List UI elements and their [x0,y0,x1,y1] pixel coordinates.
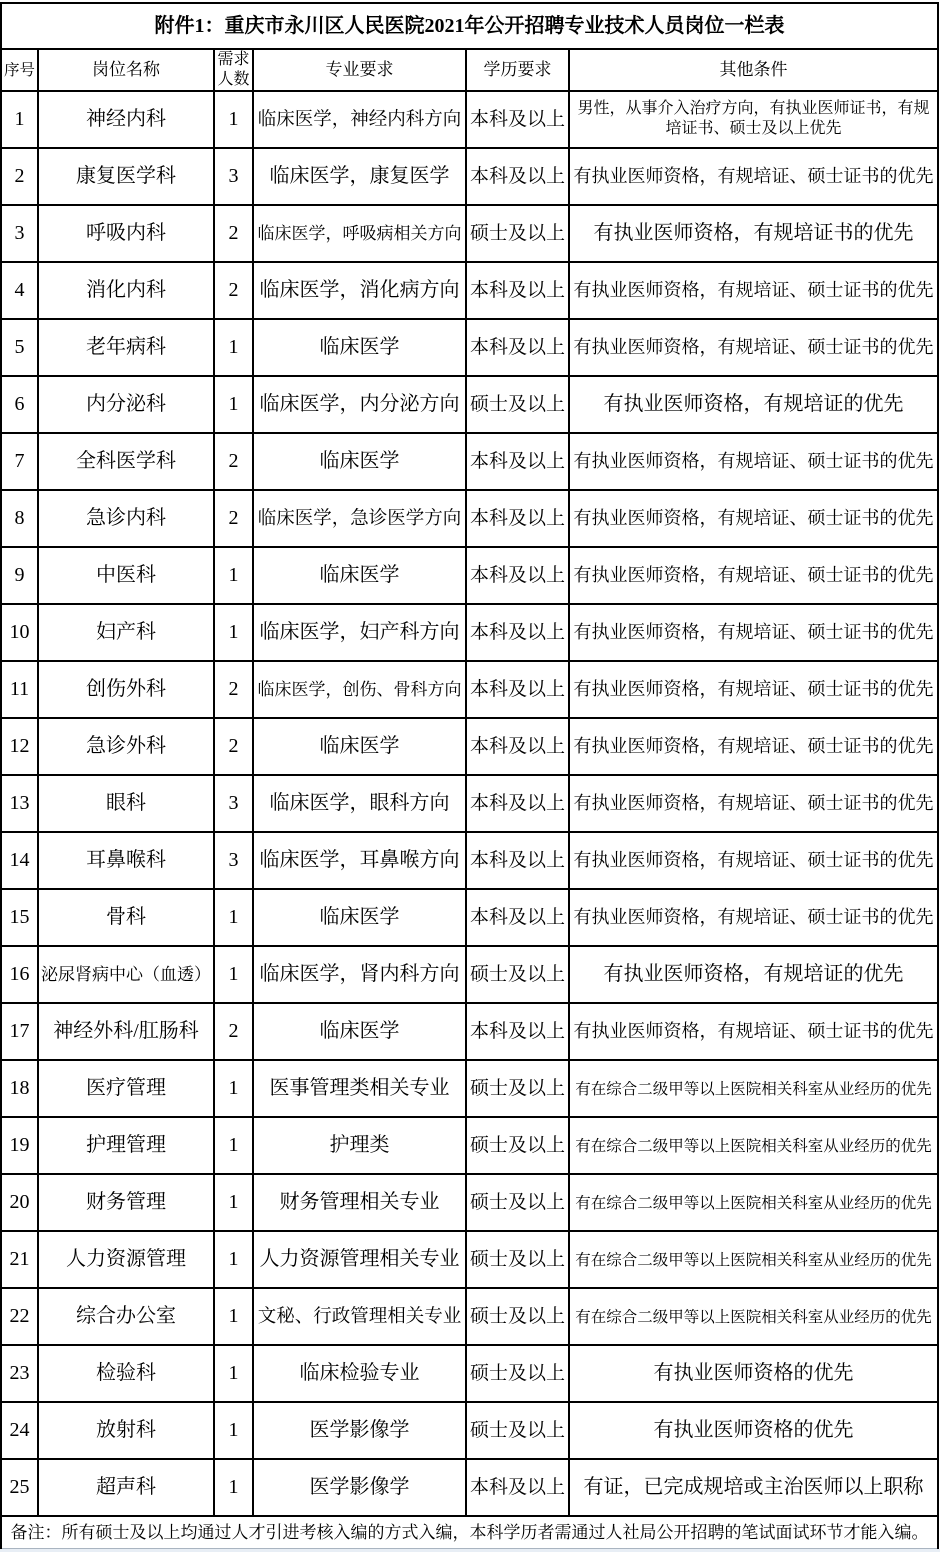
cell-count: 3 [214,832,253,889]
cell-degree: 本科及以上 [466,661,569,718]
cell-position-name: 护理管理 [38,1117,214,1174]
cell-count: 2 [214,205,253,262]
cell-degree: 硕士及以上 [466,1231,569,1288]
cell-no: 4 [1,262,38,319]
cell-other: 有执业医师资格，有规培证、硕士证书的优先 [569,547,938,604]
cell-major: 临床医学 [253,547,466,604]
cell-major: 临床医学，神经内科方向 [253,91,466,148]
cell-position-name: 康复医学科 [38,148,214,205]
table-row [1,376,938,433]
cell-no: 13 [1,775,38,832]
cell-no: 6 [1,376,38,433]
table-row [1,1402,938,1459]
cell-degree: 本科及以上 [466,433,569,490]
cell-major: 临床医学，呼吸病相关方向 [253,205,466,262]
table-row [1,91,938,148]
cell-position-name: 呼吸内科 [38,205,214,262]
cell-no: 15 [1,889,38,946]
cell-count: 1 [214,1345,253,1402]
table-row [1,1459,938,1516]
bottom-strip [0,1549,940,1552]
cell-major: 临床医学 [253,1003,466,1060]
cell-major: 临床检验专业 [253,1345,466,1402]
cell-count: 2 [214,718,253,775]
note-row [1,1516,938,1548]
cell-major: 临床医学，消化病方向 [253,262,466,319]
cell-no: 21 [1,1231,38,1288]
cell-major: 文秘、行政管理相关专业 [253,1288,466,1345]
table-row [1,718,938,775]
cell-position-name: 神经内科 [38,91,214,148]
cell-count: 1 [214,1402,253,1459]
note-text: 备注：所有硕士及以上均通过人才引进考核入编的方式入编，本科学历者需通过人社局公开招聘的笔试面试环节才能入编。 [10,1522,929,1542]
table-row [1,661,938,718]
cell-other: 有在综合二级甲等以上医院相关科室从业经历的优先 [569,1231,938,1288]
cell-no: 19 [1,1117,38,1174]
positions-table [0,2,939,1549]
cell-no: 22 [1,1288,38,1345]
cell-position-name: 全科医学科 [38,433,214,490]
cell-count: 1 [214,91,253,148]
cell-count: 1 [214,889,253,946]
cell-no: 10 [1,604,38,661]
table-row [1,433,938,490]
cell-no: 16 [1,946,38,1003]
table-row [1,1060,938,1117]
cell-other: 有执业医师资格，有规培证、硕士证书的优先 [569,718,938,775]
column-header-major: 专业要求 [253,49,466,91]
cell-major: 临床医学，肾内科方向 [253,946,466,1003]
cell-position-name: 消化内科 [38,262,214,319]
cell-major: 医事管理类相关专业 [253,1060,466,1117]
cell-other: 有执业医师资格，有规培证、硕士证书的优先 [569,319,938,376]
cell-other: 男性，从事介入治疗方向，有执业医师证书，有规培证书、硕士及以上优先 [569,91,938,148]
cell-count: 1 [214,1288,253,1345]
cell-count: 1 [214,1459,253,1516]
cell-degree: 本科及以上 [466,1459,569,1516]
table-row [1,1231,938,1288]
cell-position-name: 中医科 [38,547,214,604]
cell-no: 5 [1,319,38,376]
column-header-no: 序号 [1,49,38,91]
cell-count: 1 [214,1174,253,1231]
cell-no: 8 [1,490,38,547]
cell-position-name: 创伤外科 [38,661,214,718]
cell-count: 2 [214,1003,253,1060]
table-row [1,1288,938,1345]
cell-position-name: 急诊外科 [38,718,214,775]
cell-other: 有执业医师资格，有规培证书的优先 [569,205,938,262]
cell-major: 财务管理相关专业 [253,1174,466,1231]
title-row [1,3,938,49]
cell-no: 25 [1,1459,38,1516]
cell-position-name: 妇产科 [38,604,214,661]
cell-degree: 本科及以上 [466,262,569,319]
cell-major: 人力资源管理相关专业 [253,1231,466,1288]
cell-other: 有执业医师资格，有规培证、硕士证书的优先 [569,490,938,547]
cell-count: 3 [214,775,253,832]
cell-other: 有执业医师资格，有规培证、硕士证书的优先 [569,262,938,319]
cell-position-name: 放射科 [38,1402,214,1459]
cell-major: 临床医学，内分泌方向 [253,376,466,433]
cell-no: 3 [1,205,38,262]
note-cell [1,1516,938,1548]
cell-degree: 硕士及以上 [466,1060,569,1117]
cell-other: 有执业医师资格，有规培证、硕士证书的优先 [569,775,938,832]
cell-position-name: 医疗管理 [38,1060,214,1117]
column-header-other: 其他条件 [569,49,938,91]
table-row [1,1003,938,1060]
cell-major: 临床医学 [253,319,466,376]
cell-no: 2 [1,148,38,205]
column-header-count: 需求人数 [214,49,253,91]
table-row [1,1117,938,1174]
cell-degree: 本科及以上 [466,604,569,661]
cell-no: 9 [1,547,38,604]
cell-position-name: 眼科 [38,775,214,832]
cell-major: 临床医学，耳鼻喉方向 [253,832,466,889]
table-body [1,91,938,1516]
cell-other: 有执业医师资格的优先 [569,1402,938,1459]
table-row [1,1345,938,1402]
cell-no: 18 [1,1060,38,1117]
cell-degree: 硕士及以上 [466,205,569,262]
cell-count: 2 [214,433,253,490]
cell-other: 有在综合二级甲等以上医院相关科室从业经历的优先 [569,1174,938,1231]
cell-other: 有执业医师资格，有规培证、硕士证书的优先 [569,832,938,889]
cell-position-name: 老年病科 [38,319,214,376]
cell-major: 临床医学 [253,718,466,775]
table-row [1,604,938,661]
cell-count: 1 [214,946,253,1003]
cell-major: 临床医学，眼科方向 [253,775,466,832]
cell-degree: 硕士及以上 [466,946,569,1003]
cell-other: 有执业医师资格的优先 [569,1345,938,1402]
cell-position-name: 超声科 [38,1459,214,1516]
cell-no: 1 [1,91,38,148]
cell-count: 1 [214,319,253,376]
cell-degree: 硕士及以上 [466,1345,569,1402]
cell-major: 医学影像学 [253,1459,466,1516]
column-header-name: 岗位名称 [38,49,214,91]
cell-degree: 硕士及以上 [466,1174,569,1231]
cell-major: 临床医学 [253,433,466,490]
cell-count: 1 [214,1231,253,1288]
cell-degree: 本科及以上 [466,718,569,775]
table-row [1,946,938,1003]
cell-other: 有在综合二级甲等以上医院相关科室从业经历的优先 [569,1060,938,1117]
cell-degree: 本科及以上 [466,319,569,376]
table-row [1,889,938,946]
cell-position-name: 综合办公室 [38,1288,214,1345]
cell-count: 1 [214,376,253,433]
cell-degree: 本科及以上 [466,775,569,832]
cell-other: 有执业医师资格，有规培证、硕士证书的优先 [569,1003,938,1060]
cell-degree: 本科及以上 [466,832,569,889]
header-row [1,49,938,91]
cell-degree: 本科及以上 [466,889,569,946]
cell-position-name: 人力资源管理 [38,1231,214,1288]
cell-other: 有执业医师资格，有规培证的优先 [569,376,938,433]
table-row [1,262,938,319]
cell-position-name: 急诊内科 [38,490,214,547]
cell-other: 有执业医师资格，有规培证的优先 [569,946,938,1003]
cell-degree: 本科及以上 [466,490,569,547]
page-title [1,3,938,49]
cell-position-name: 检验科 [38,1345,214,1402]
cell-other: 有在综合二级甲等以上医院相关科室从业经历的优先 [569,1288,938,1345]
cell-count: 2 [214,661,253,718]
cell-major: 护理类 [253,1117,466,1174]
cell-major: 临床医学，康复医学 [253,148,466,205]
cell-major: 临床医学，妇产科方向 [253,604,466,661]
table-row [1,205,938,262]
page-title-text: 附件1：重庆市永川区人民医院2021年公开招聘专业技术人员岗位一栏表 [154,14,785,37]
cell-count: 1 [214,604,253,661]
table-row [1,490,938,547]
cell-no: 7 [1,433,38,490]
cell-count: 1 [214,1117,253,1174]
table-row [1,547,938,604]
cell-no: 17 [1,1003,38,1060]
cell-other: 有执业医师资格，有规培证、硕士证书的优先 [569,889,938,946]
cell-count: 1 [214,1060,253,1117]
cell-count: 3 [214,148,253,205]
table-row [1,775,938,832]
table-row [1,1174,938,1231]
cell-no: 11 [1,661,38,718]
table-head [1,3,938,91]
cell-degree: 本科及以上 [466,148,569,205]
cell-other: 有执业医师资格，有规培证、硕士证书的优先 [569,661,938,718]
cell-other: 有在综合二级甲等以上医院相关科室从业经历的优先 [569,1117,938,1174]
cell-other: 有执业医师资格，有规培证、硕士证书的优先 [569,148,938,205]
cell-no: 20 [1,1174,38,1231]
table-row [1,148,938,205]
cell-major: 临床医学，创伤、骨科方向 [253,661,466,718]
cell-degree: 本科及以上 [466,1003,569,1060]
table-row [1,832,938,889]
cell-degree: 本科及以上 [466,91,569,148]
table-foot [1,1516,938,1548]
column-header-degree: 学历要求 [466,49,569,91]
cell-position-name: 泌尿肾病中心（血透） [38,946,214,1003]
cell-position-name: 耳鼻喉科 [38,832,214,889]
cell-degree: 硕士及以上 [466,1288,569,1345]
cell-major: 临床医学 [253,889,466,946]
cell-degree: 硕士及以上 [466,376,569,433]
cell-degree: 硕士及以上 [466,1117,569,1174]
cell-position-name: 神经外科/肛肠科 [38,1003,214,1060]
cell-count: 1 [214,547,253,604]
cell-other: 有证，已完成规培或主治医师以上职称 [569,1459,938,1516]
cell-no: 23 [1,1345,38,1402]
cell-major: 医学影像学 [253,1402,466,1459]
cell-degree: 本科及以上 [466,547,569,604]
cell-position-name: 内分泌科 [38,376,214,433]
cell-count: 2 [214,262,253,319]
cell-no: 24 [1,1402,38,1459]
cell-no: 14 [1,832,38,889]
cell-major: 临床医学，急诊医学方向 [253,490,466,547]
cell-other: 有执业医师资格，有规培证、硕士证书的优先 [569,433,938,490]
cell-position-name: 骨科 [38,889,214,946]
cell-no: 12 [1,718,38,775]
cell-count: 2 [214,490,253,547]
cell-other: 有执业医师资格，有规培证、硕士证书的优先 [569,604,938,661]
cell-position-name: 财务管理 [38,1174,214,1231]
table-row [1,319,938,376]
cell-degree: 硕士及以上 [466,1402,569,1459]
